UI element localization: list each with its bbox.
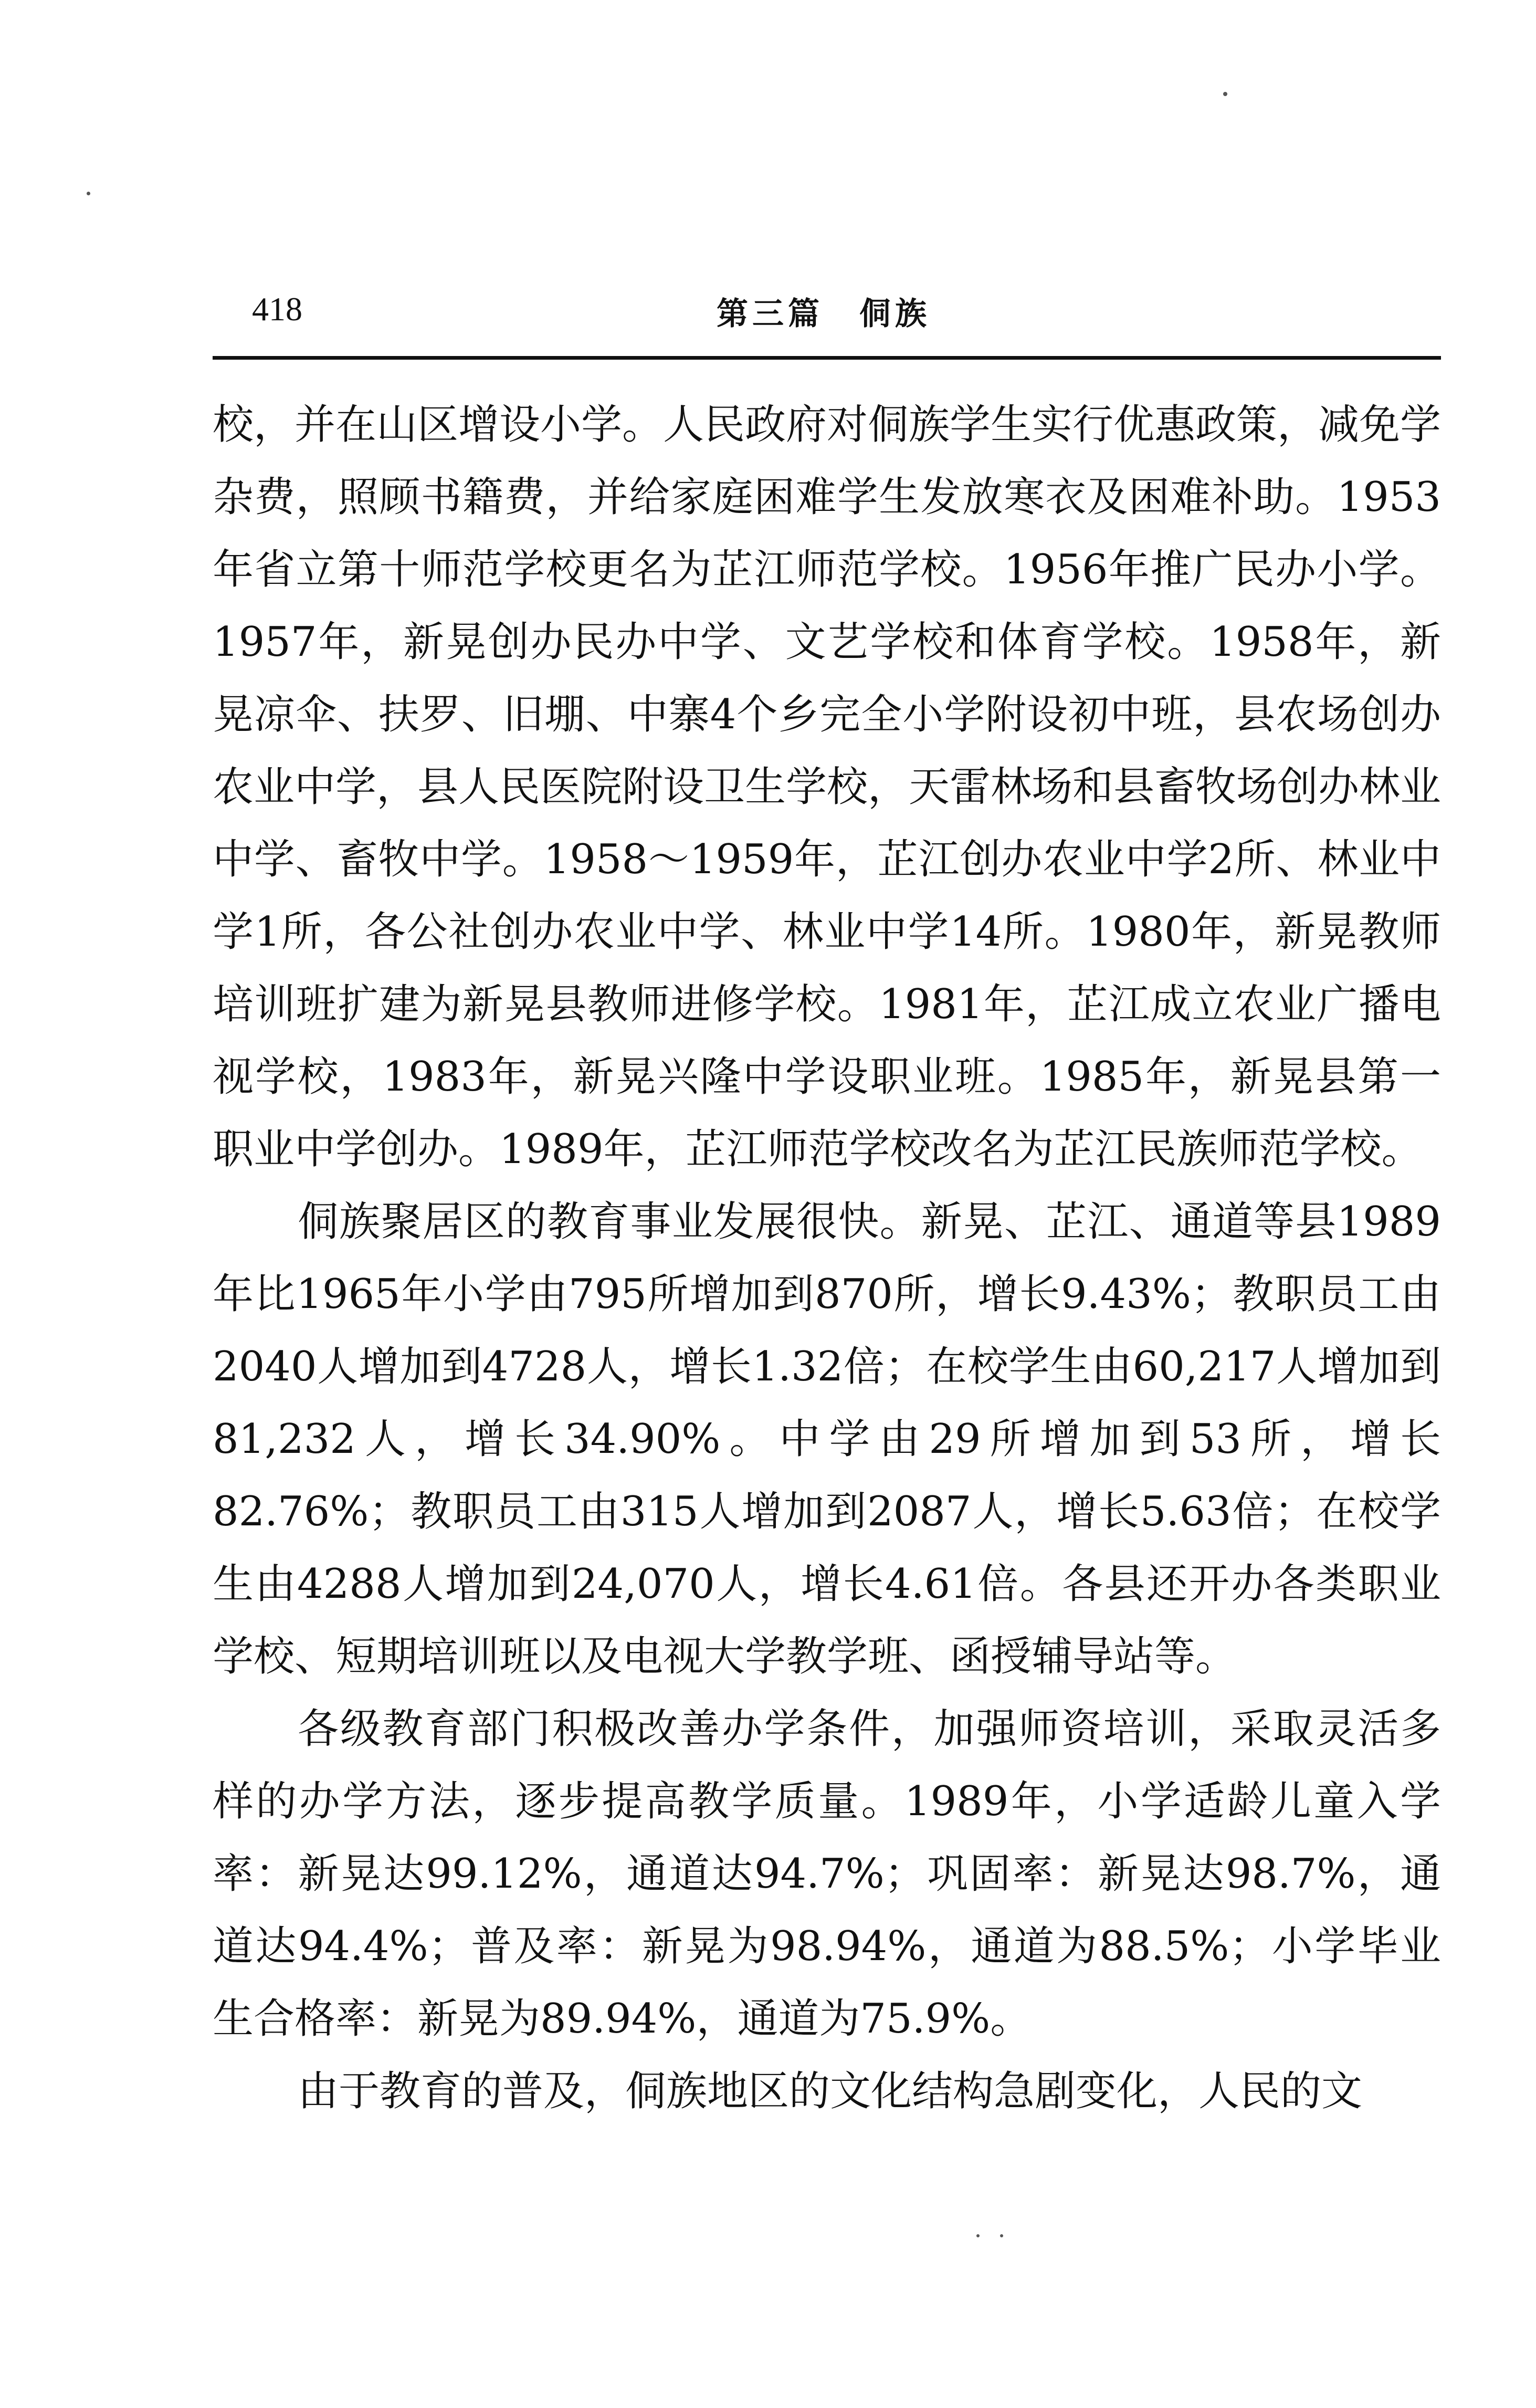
- scan-speck: [87, 192, 90, 195]
- running-head: 第三篇 侗族: [717, 296, 931, 332]
- body-text: [213, 389, 1441, 2128]
- scan-speck: [1000, 2234, 1003, 2237]
- header-rule: [213, 356, 1441, 360]
- page-header: [213, 284, 1441, 352]
- scan-speck: [1223, 92, 1227, 96]
- paragraph-2: 侗族聚居区的教育事业发展很快。新晃、芷江、通道等县1989年比1965年小学由795所增加到870所，增长9.43%；教职员工由2040人增加到4728人，增长1.32倍；在校学生由60,217人增加到81,232人，增长34.90%。中学由29所增加到53所，增长82.76%；教职员工由315人增加到2087人，增长5.63倍；在校学生由4288人增加到24,070人，增长4.61倍。各县还开办各类职业学校、短期培训班以及电视大学教学班、函授辅导站等。: [213, 1198, 1441, 1680]
- paragraph-1: 校，并在山区增设小学。人民政府对侗族学生实行优惠政策，减免学杂费，照顾书籍费，并给家庭困难学生发放寒衣及困难补助。1953年省立第十师范学校更名为芷江师范学校。1956年推广民办小学。1957年，新晃创办民办中学、文艺学校和体育学校。1958年，新晃凉伞、扶罗、旧堋、中寨4个乡完全小学附设初中班，县农场创办农业中学，县人民医院附设卫生学校，天雷林场和县畜牧场创办林业中学、畜牧中学。1958～1959年，芷江创办农业中学2所、林业中学1所，各公社创办农业中学、林业中学14所。1980年，新晃教师培训班扩建为新晃县教师进修学校。1981年，芷江成立农业广播电视学校，1983年，新晃兴隆中学设职业班。1985年，新晃县第一职业中学创办。1989年，芷江师范学校改名为芷江民族师范学校。: [213, 401, 1442, 1173]
- paragraph-3: 各级教育部门积极改善办学条件，加强师资培训，采取灵活多样的办学方法，逐步提高教学质量。1989年，小学适龄儿童入学率：新晃达99.12%，通道达94.7%；巩固率：新晃达98.7%，通道达94.4%；普及率：新晃为98.94%，通道为88.5%；小学毕业生合格率：新晃为89.94%，通道为75.9%。: [213, 1705, 1441, 2043]
- paragraph-4: 由于教育的普及，侗族地区的文化结构急剧变化，人民的文: [298, 2068, 1363, 2115]
- scan-speck: [976, 2234, 980, 2237]
- page-number: 418: [252, 290, 302, 328]
